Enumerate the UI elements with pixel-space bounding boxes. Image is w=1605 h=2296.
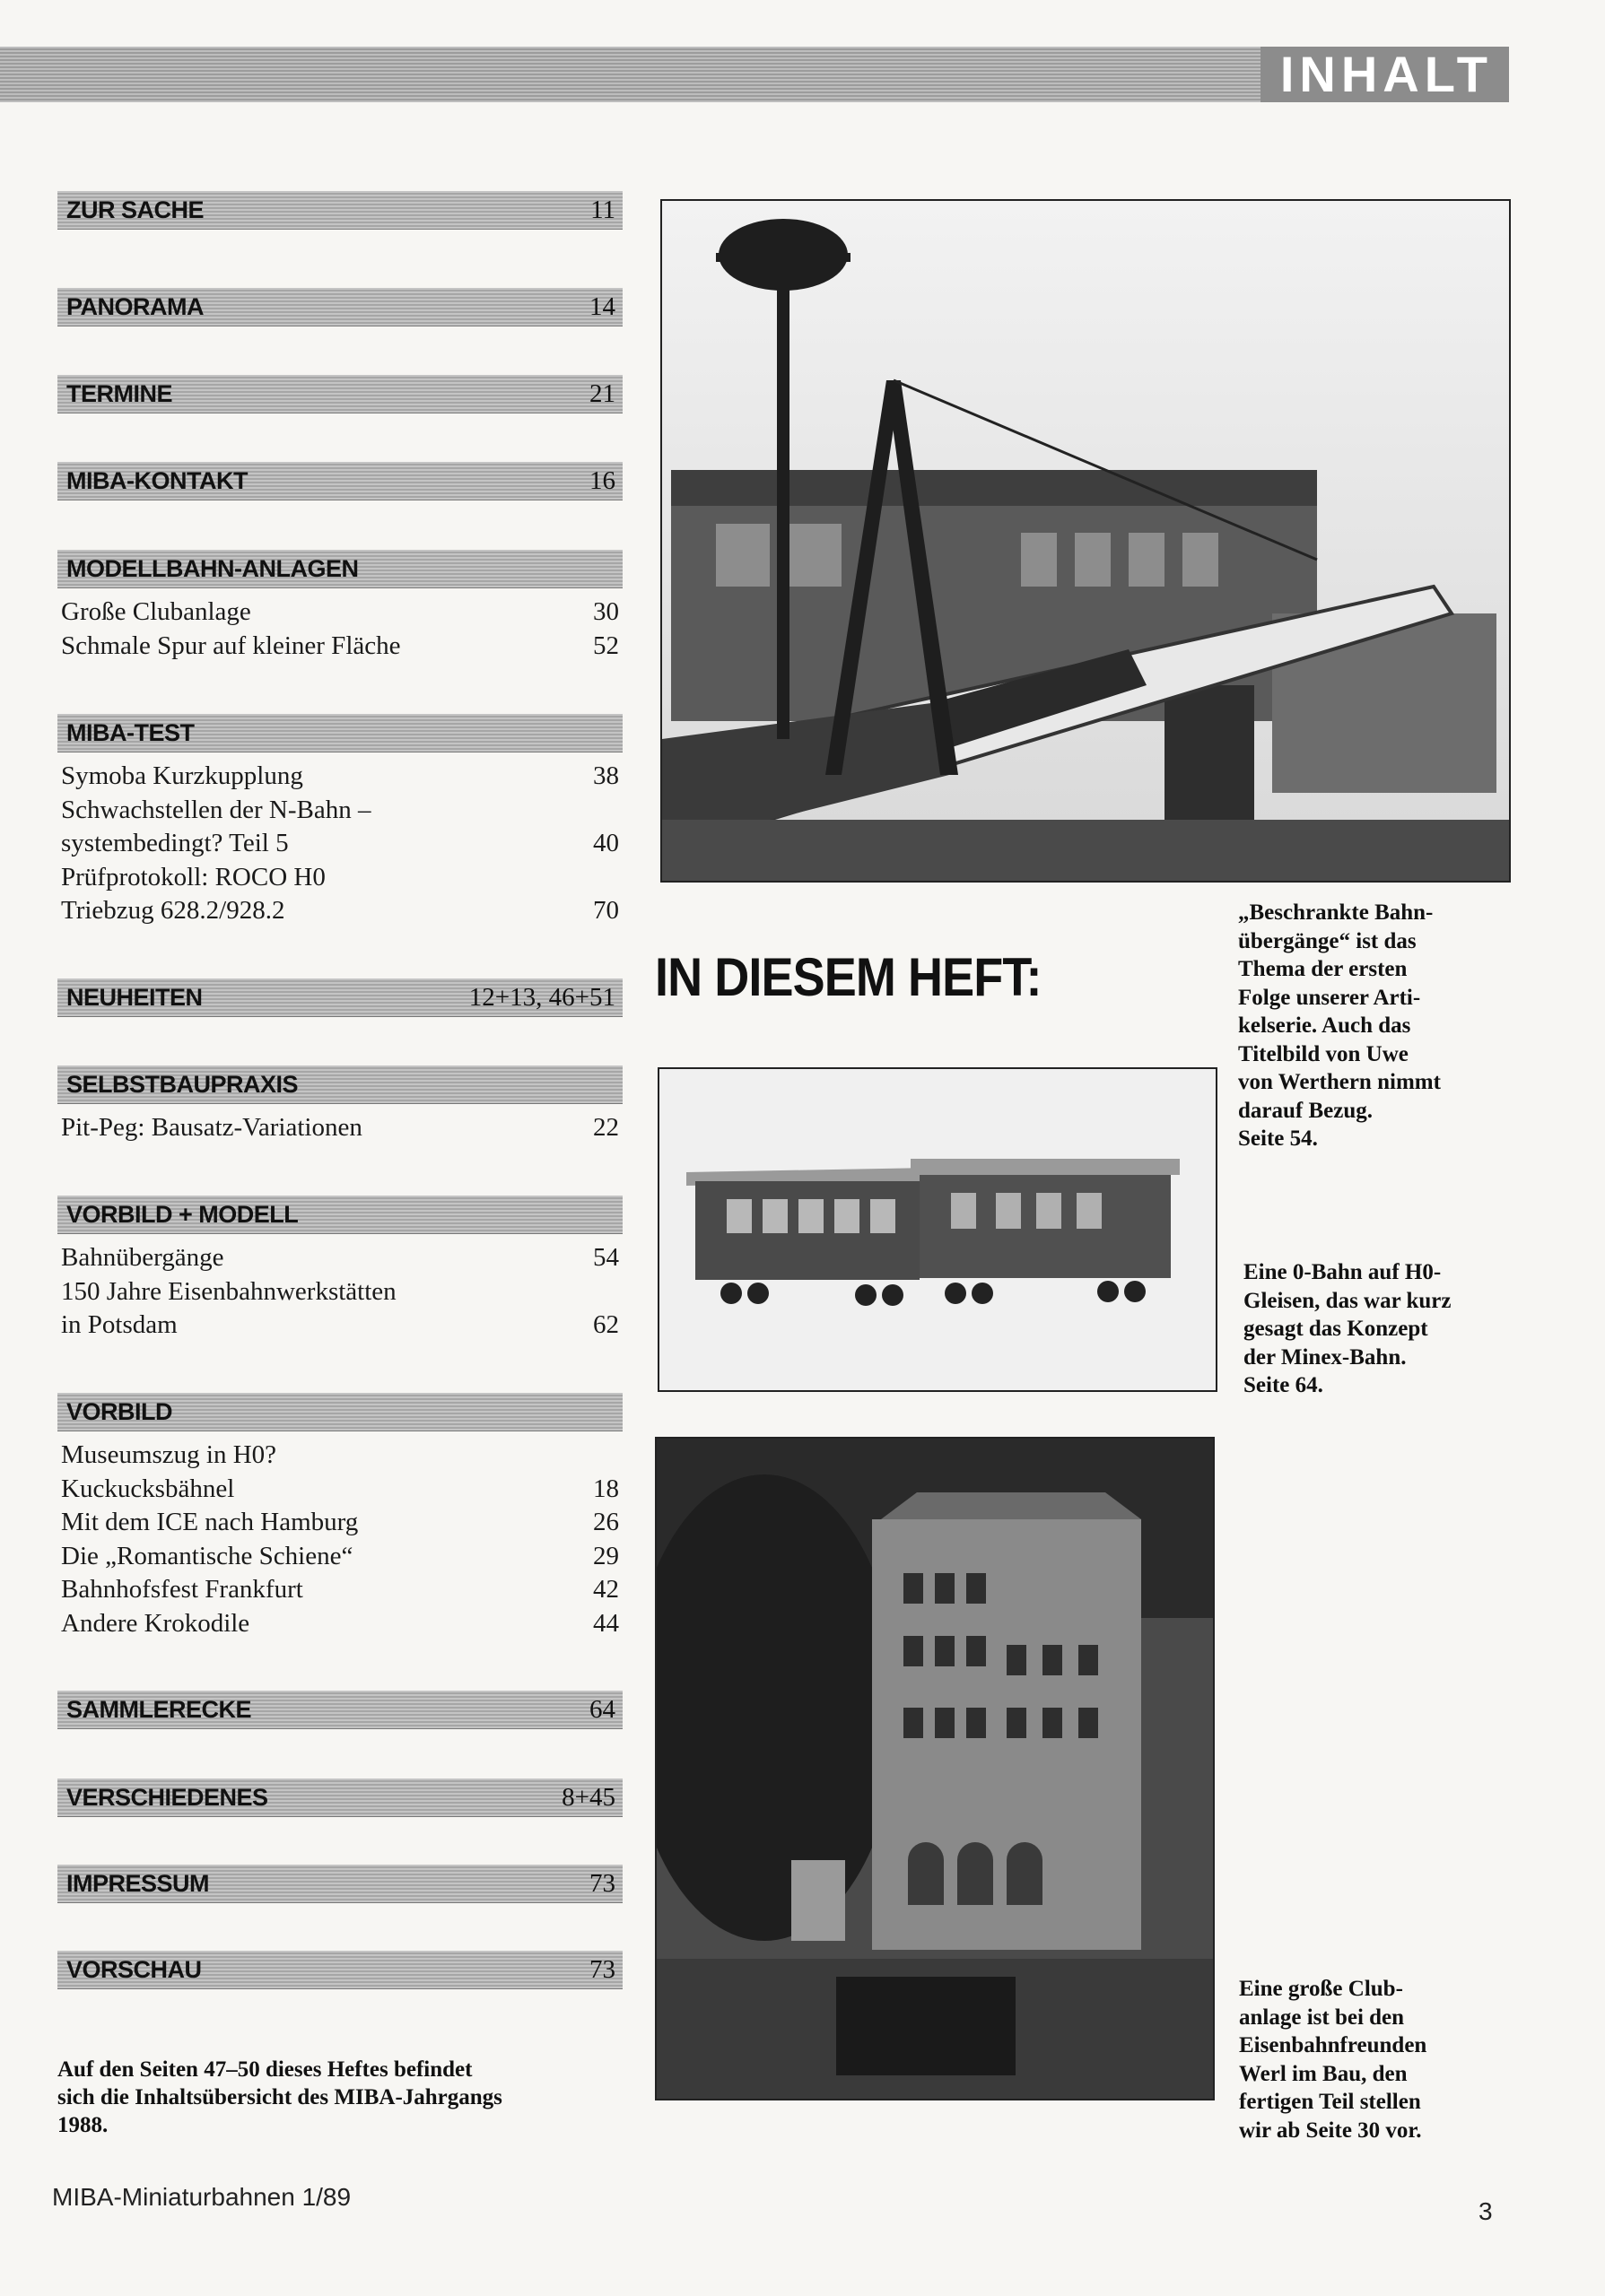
toc-section-selbstbaupraxis <box>57 1065 623 1145</box>
caption-line: wir ab Seite 30 vor. <box>1239 2118 1422 2143</box>
section-bar <box>57 1951 623 1989</box>
caption-club <box>1239 1975 1426 2144</box>
section-bar <box>57 978 623 1017</box>
toc-section-modellbahn-anlagen <box>57 550 623 663</box>
caption-line: darauf Bezug. <box>1238 1098 1373 1123</box>
caption-line: Werl im Bau, den <box>1239 2061 1408 2086</box>
section-bar <box>57 714 623 752</box>
footnote-line: Auf den Seiten 47–50 dieses Heftes befindet <box>57 2057 473 2082</box>
entry-title: Schwachstellen der N-Bahn – <box>61 795 371 824</box>
caption-line: „Beschrankte Bahn- <box>1238 900 1434 925</box>
section-entries <box>57 1439 623 1640</box>
caption-minex <box>1243 1258 1452 1400</box>
section-title: MIBA-KONTAKT <box>66 467 248 494</box>
entry-page: 44 <box>593 1608 619 1638</box>
toc-section-panorama <box>57 288 623 326</box>
section-bar <box>57 191 623 230</box>
entry-title: in Potsdam <box>61 1310 178 1339</box>
toc-section-sammlerecke <box>57 1691 623 1729</box>
photo-level-crossing <box>660 199 1511 883</box>
entry-page: 18 <box>593 1474 619 1503</box>
feature-heading: IN DIESEM HEFT: <box>655 947 1042 1007</box>
section-page: 14 <box>589 292 615 321</box>
section-bar <box>57 375 623 413</box>
entry-title: Bahnhofsfest Frankfurt <box>61 1575 303 1604</box>
header-bar <box>0 47 1509 102</box>
section-entries <box>57 1241 623 1343</box>
section-title: NEUHEITEN <box>66 984 203 1011</box>
section-title: PANORAMA <box>66 293 204 320</box>
entry-title: Die „Romantische Schiene“ <box>61 1541 353 1570</box>
entry-title: Große Clubanlage <box>61 597 251 626</box>
caption-line: Eine große Club- <box>1239 1977 1403 2001</box>
section-page: 21 <box>589 379 615 408</box>
entry-title: Kuckucksbähnel <box>61 1474 235 1503</box>
section-bar <box>57 1393 623 1431</box>
entry-page: 30 <box>593 597 619 626</box>
caption-line: Seite 54. <box>1238 1126 1318 1151</box>
entry-title: Schmale Spur auf kleiner Fläche <box>61 631 401 660</box>
toc-section-miba-test <box>57 714 623 928</box>
toc-section-vorschau <box>57 1951 623 1989</box>
toc-section-vorbild-modell <box>57 1196 623 1343</box>
section-entries <box>57 760 623 928</box>
section-title: TERMINE <box>66 380 172 407</box>
toc-entry <box>57 596 623 630</box>
section-bar <box>57 288 623 326</box>
toc-entry <box>57 794 623 828</box>
club-layout-illustration <box>657 1439 1213 2099</box>
section-bar <box>57 1691 623 1729</box>
caption-crossing <box>1238 899 1441 1153</box>
toc-section-verschiedenes <box>57 1779 623 1817</box>
caption-line: Gleisen, das war kurz <box>1243 1288 1452 1313</box>
section-title: SAMMLERECKE <box>66 1696 252 1723</box>
toc-entry <box>57 1309 623 1343</box>
section-bar <box>57 462 623 500</box>
section-bar <box>57 1779 623 1817</box>
entry-page: 29 <box>593 1541 619 1570</box>
toc-entry <box>57 1241 623 1275</box>
toc-entry <box>57 894 623 928</box>
level-crossing-illustration <box>662 201 1509 881</box>
section-entries <box>57 596 623 663</box>
footnote-line: 1988. <box>57 2113 109 2137</box>
caption-line: Eine 0-Bahn auf H0- <box>1243 1260 1442 1284</box>
caption-line: fertigen Teil stellen <box>1239 2090 1421 2114</box>
section-title: IMPRESSUM <box>66 1870 210 1897</box>
caption-line: gesagt das Konzept <box>1243 1317 1428 1341</box>
section-bar <box>57 1865 623 1903</box>
section-title: VORBILD + MODELL <box>66 1201 299 1228</box>
footer-page-number: 3 <box>1479 2197 1493 2225</box>
entry-title: Bahnübergänge <box>61 1243 224 1272</box>
caption-line: Folge unserer Arti- <box>1238 985 1421 1010</box>
toc-entry <box>57 827 623 861</box>
entry-page: 22 <box>593 1113 619 1142</box>
caption-line: Titelbild von Uwe <box>1238 1041 1409 1066</box>
section-title: VERSCHIEDENES <box>66 1784 268 1811</box>
toc-entry <box>57 1607 623 1641</box>
section-page: 64 <box>589 1695 615 1724</box>
section-page: 16 <box>589 466 615 495</box>
entry-title: systembedingt? Teil 5 <box>61 829 289 857</box>
section-bar <box>57 1065 623 1104</box>
photo-club-layout <box>655 1437 1215 2100</box>
toc-entry <box>57 1439 623 1473</box>
section-title: VORBILD <box>66 1398 172 1425</box>
section-bar <box>57 1196 623 1234</box>
caption-line: Thema der ersten <box>1238 957 1408 981</box>
toc-entry <box>57 1506 623 1540</box>
entry-title: Museumszug in H0? <box>61 1440 277 1469</box>
toc-section-termine <box>57 375 623 413</box>
entry-page: 40 <box>593 829 619 857</box>
toc-section-zur-sache <box>57 191 623 230</box>
toc-entry <box>57 1275 623 1309</box>
minex-coaches-illustration <box>659 1069 1216 1390</box>
section-entries <box>57 1111 623 1145</box>
toc-entry <box>57 1111 623 1145</box>
header-title: INHALT <box>1260 47 1509 102</box>
toc-entry <box>57 1473 623 1507</box>
entry-page: 26 <box>593 1508 619 1536</box>
entry-title: Mit dem ICE nach Hamburg <box>61 1508 359 1536</box>
photo-minex-coaches <box>658 1067 1217 1392</box>
toc-section-miba-kontakt <box>57 462 623 500</box>
entry-title: Triebzug 628.2/928.2 <box>61 896 285 925</box>
caption-line: von Werthern nimmt <box>1238 1070 1441 1094</box>
toc-section-vorbild <box>57 1393 623 1640</box>
toc-entry <box>57 861 623 895</box>
caption-line: übergänge“ ist das <box>1238 928 1417 953</box>
entry-title: Andere Krokodile <box>61 1608 250 1638</box>
section-title: SELBSTBAUPRAXIS <box>66 1071 299 1098</box>
entry-page: 42 <box>593 1575 619 1604</box>
caption-line: anlage ist bei den <box>1239 2005 1405 2030</box>
caption-line: kelserie. Auch das <box>1238 1013 1411 1038</box>
section-bar <box>57 550 623 588</box>
entry-page: 70 <box>593 896 619 925</box>
entry-page: 52 <box>593 631 619 660</box>
section-page: 12+13, 46+51 <box>468 983 615 1012</box>
section-page: 73 <box>589 1869 615 1898</box>
entry-page: 54 <box>593 1243 619 1272</box>
entry-title: Symoba Kurzkupplung <box>61 761 303 790</box>
toc-entry <box>57 1573 623 1607</box>
footnote-line: sich die Inhaltsübersicht des MIBA-Jahrgangs <box>57 2085 502 2109</box>
toc-section-neuheiten <box>57 978 623 1017</box>
entry-title: Prüfprotokoll: ROCO H0 <box>61 862 326 891</box>
section-title: VORSCHAU <box>66 1956 202 1983</box>
section-title: MIBA-TEST <box>66 719 195 746</box>
caption-line: der Minex-Bahn. <box>1243 1344 1407 1370</box>
section-title: MODELLBAHN-ANLAGEN <box>66 555 359 582</box>
toc-entry <box>57 1540 623 1574</box>
caption-line: Eisenbahnfreunden <box>1239 2033 1427 2057</box>
entry-title: 150 Jahre Eisenbahnwerkstätten <box>61 1276 397 1306</box>
section-page: 73 <box>589 1955 615 1984</box>
toc-entry <box>57 630 623 664</box>
footnote <box>57 2056 632 2139</box>
caption-line: Seite 64. <box>1243 1373 1323 1397</box>
toc-section-impressum <box>57 1865 623 1903</box>
section-title: ZUR SACHE <box>66 196 205 223</box>
entry-title: Pit-Peg: Bausatz-Variationen <box>61 1113 362 1142</box>
toc-entry <box>57 760 623 794</box>
footer-magazine: MIBA-Miniaturbahnen 1/89 <box>52 2183 352 2211</box>
entry-page: 38 <box>593 761 619 790</box>
section-page: 11 <box>590 196 615 224</box>
entry-page: 62 <box>593 1310 619 1339</box>
section-page: 8+45 <box>562 1783 615 1812</box>
